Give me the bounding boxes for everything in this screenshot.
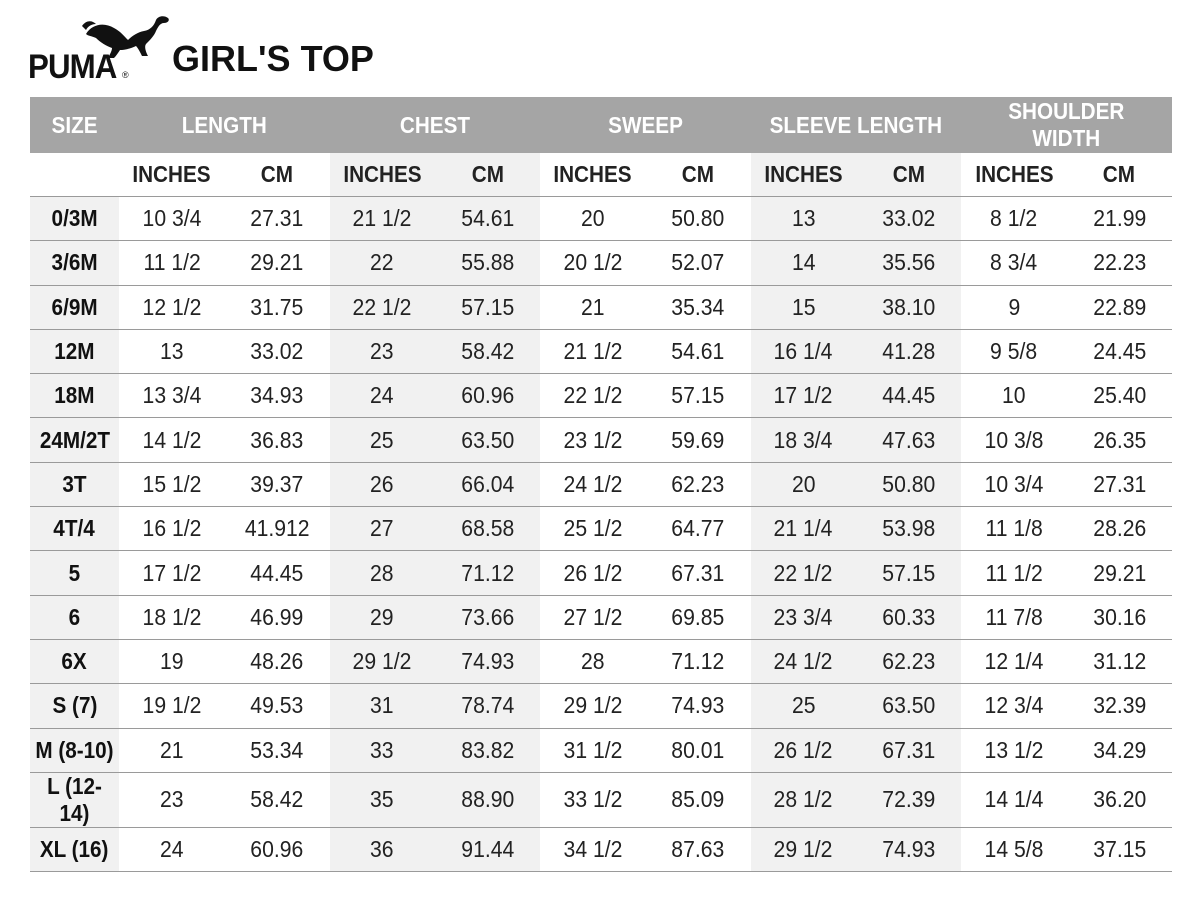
value-cell: 72.39 (856, 772, 961, 827)
value-cell: 54.61 (646, 329, 751, 373)
value-cell: 25 1/2 (540, 507, 645, 551)
value-cell: 34.29 (1067, 728, 1172, 772)
value-cell: 21.99 (1067, 197, 1172, 241)
value-cell: 13 (751, 197, 856, 241)
table-row (30, 728, 1172, 772)
size-cell: L (12-14) (30, 772, 119, 827)
value-cell: 24.45 (1067, 329, 1172, 373)
value-cell: 11 7/8 (961, 595, 1066, 639)
value-cell: 67.31 (856, 728, 961, 772)
value-cell: 49.53 (224, 684, 329, 728)
value-cell: 17 1/2 (119, 551, 224, 595)
value-cell: 63.50 (856, 684, 961, 728)
value-cell: 18 3/4 (751, 418, 856, 462)
size-cell: 6X (30, 639, 119, 683)
table-row (30, 374, 1172, 418)
value-cell: 62.23 (856, 639, 961, 683)
unit-header: INCHES (540, 153, 645, 197)
size-rows (30, 197, 1172, 872)
value-cell: 10 3/4 (119, 197, 224, 241)
value-cell: 14 1/2 (119, 418, 224, 462)
size-cell: M (8-10) (30, 728, 119, 772)
value-cell: 41.28 (856, 329, 961, 373)
value-cell: 57.15 (856, 551, 961, 595)
value-cell: 12 3/4 (961, 684, 1066, 728)
value-cell: 28 (540, 639, 645, 683)
value-cell: 59.69 (646, 418, 751, 462)
table-row (30, 241, 1172, 285)
value-cell: 71.12 (435, 551, 540, 595)
table-row (30, 827, 1172, 871)
value-cell: 21 1/2 (540, 329, 645, 373)
size-cell: 3T (30, 462, 119, 506)
value-cell: 8 3/4 (961, 241, 1066, 285)
value-cell: 30.16 (1067, 595, 1172, 639)
size-header: SIZE (30, 97, 119, 153)
table-row (30, 507, 1172, 551)
value-cell: 80.01 (646, 728, 751, 772)
value-cell: 34 1/2 (540, 827, 645, 871)
size-cell: 0/3M (30, 197, 119, 241)
value-cell: 21 (540, 285, 645, 329)
table-row (30, 595, 1172, 639)
table-row (30, 462, 1172, 506)
value-cell: 23 3/4 (751, 595, 856, 639)
value-cell: 66.04 (435, 462, 540, 506)
unit-header: CM (1067, 153, 1172, 197)
value-cell: 33 (330, 728, 435, 772)
value-cell: 74.93 (646, 684, 751, 728)
value-cell: 31.12 (1067, 639, 1172, 683)
table-row (30, 551, 1172, 595)
value-cell: 53.34 (224, 728, 329, 772)
value-cell: 32.39 (1067, 684, 1172, 728)
value-cell: 60.33 (856, 595, 961, 639)
value-cell: 41.912 (224, 507, 329, 551)
value-cell: 10 3/4 (961, 462, 1066, 506)
group-header-chest: CHEST (330, 97, 541, 153)
value-cell: 44.45 (856, 374, 961, 418)
size-cell: 18M (30, 374, 119, 418)
value-cell: 28.26 (1067, 507, 1172, 551)
value-cell: 48.26 (224, 639, 329, 683)
value-cell: 36.83 (224, 418, 329, 462)
group-header-shoulder-width: SHOULDER WIDTH (961, 97, 1172, 153)
value-cell: 26.35 (1067, 418, 1172, 462)
value-cell: 44.45 (224, 551, 329, 595)
value-cell: 71.12 (646, 639, 751, 683)
value-cell: 13 1/2 (961, 728, 1066, 772)
value-cell: 21 1/2 (330, 197, 435, 241)
value-cell: 54.61 (435, 197, 540, 241)
value-cell: 88.90 (435, 772, 540, 827)
value-cell: 24 (119, 827, 224, 871)
value-cell: 55.88 (435, 241, 540, 285)
group-header-sweep: SWEEP (540, 97, 751, 153)
value-cell: 68.58 (435, 507, 540, 551)
value-cell: 11 1/2 (119, 241, 224, 285)
unit-header: CM (224, 153, 329, 197)
table-row (30, 418, 1172, 462)
registered-mark: ® (122, 70, 129, 80)
value-cell: 78.74 (435, 684, 540, 728)
size-cell: S (7) (30, 684, 119, 728)
unit-header: INCHES (751, 153, 856, 197)
value-cell: 50.80 (646, 197, 751, 241)
value-cell: 35 (330, 772, 435, 827)
page-title: GIRL'S TOP (172, 38, 374, 79)
value-cell: 64.77 (646, 507, 751, 551)
value-cell: 21 (119, 728, 224, 772)
value-cell: 21 1/4 (751, 507, 856, 551)
value-cell: 67.31 (646, 551, 751, 595)
table-row (30, 285, 1172, 329)
value-cell: 16 1/4 (751, 329, 856, 373)
value-cell: 52.07 (646, 241, 751, 285)
table-row (30, 772, 1172, 827)
unit-header: INCHES (961, 153, 1066, 197)
unit-header: INCHES (119, 153, 224, 197)
value-cell: 83.82 (435, 728, 540, 772)
value-cell: 87.63 (646, 827, 751, 871)
value-cell: 9 (961, 285, 1066, 329)
size-chart-table (30, 97, 1172, 872)
value-cell: 58.42 (435, 329, 540, 373)
value-cell: 13 3/4 (119, 374, 224, 418)
unit-header: CM (435, 153, 540, 197)
value-cell: 47.63 (856, 418, 961, 462)
value-cell: 25.40 (1067, 374, 1172, 418)
value-cell: 19 (119, 639, 224, 683)
value-cell: 20 (751, 462, 856, 506)
value-cell: 11 1/8 (961, 507, 1066, 551)
value-cell: 14 5/8 (961, 827, 1066, 871)
table-row (30, 197, 1172, 241)
value-cell: 22 1/2 (751, 551, 856, 595)
value-cell: 29.21 (224, 241, 329, 285)
value-cell: 14 1/4 (961, 772, 1066, 827)
table-row (30, 329, 1172, 373)
value-cell: 10 3/8 (961, 418, 1066, 462)
value-cell: 17 1/2 (751, 374, 856, 418)
value-cell: 33.02 (856, 197, 961, 241)
value-cell: 29.21 (1067, 551, 1172, 595)
value-cell: 39.37 (224, 462, 329, 506)
value-cell: 31 1/2 (540, 728, 645, 772)
group-header-length: LENGTH (119, 97, 330, 153)
unit-header-blank (30, 153, 119, 197)
puma-wordmark: PUMA (28, 48, 117, 86)
value-cell: 34.93 (224, 374, 329, 418)
value-cell: 85.09 (646, 772, 751, 827)
value-cell: 26 1/2 (540, 551, 645, 595)
group-header-sleeve-length: SLEEVE LENGTH (751, 97, 962, 153)
value-cell: 24 (330, 374, 435, 418)
value-cell: 38.10 (856, 285, 961, 329)
value-cell: 16 1/2 (119, 507, 224, 551)
table-row (30, 684, 1172, 728)
value-cell: 8 1/2 (961, 197, 1066, 241)
value-cell: 24 1/2 (540, 462, 645, 506)
value-cell: 18 1/2 (119, 595, 224, 639)
value-cell: 15 1/2 (119, 462, 224, 506)
value-cell: 29 1/2 (330, 639, 435, 683)
value-cell: 35.56 (856, 241, 961, 285)
unit-header-row (30, 153, 1172, 197)
value-cell: 23 (119, 772, 224, 827)
value-cell: 25 (330, 418, 435, 462)
value-cell: 28 (330, 551, 435, 595)
size-cell: 6 (30, 595, 119, 639)
value-cell: 74.93 (435, 639, 540, 683)
value-cell: 14 (751, 241, 856, 285)
value-cell: 57.15 (435, 285, 540, 329)
value-cell: 29 (330, 595, 435, 639)
value-cell: 73.66 (435, 595, 540, 639)
size-cell: 6/9M (30, 285, 119, 329)
value-cell: 27.31 (224, 197, 329, 241)
value-cell: 37.15 (1067, 827, 1172, 871)
value-cell: 22.23 (1067, 241, 1172, 285)
size-cell: 12M (30, 329, 119, 373)
value-cell: 22 1/2 (540, 374, 645, 418)
value-cell: 46.99 (224, 595, 329, 639)
size-cell: 4T/4 (30, 507, 119, 551)
value-cell: 26 1/2 (751, 728, 856, 772)
value-cell: 57.15 (646, 374, 751, 418)
value-cell: 53.98 (856, 507, 961, 551)
value-cell: 20 1/2 (540, 241, 645, 285)
group-header-row (30, 97, 1172, 153)
value-cell: 91.44 (435, 827, 540, 871)
value-cell: 20 (540, 197, 645, 241)
value-cell: 26 (330, 462, 435, 506)
value-cell: 33.02 (224, 329, 329, 373)
value-cell: 35.34 (646, 285, 751, 329)
value-cell: 29 1/2 (751, 827, 856, 871)
value-cell: 19 1/2 (119, 684, 224, 728)
value-cell: 23 (330, 329, 435, 373)
value-cell: 62.23 (646, 462, 751, 506)
size-cell: 3/6M (30, 241, 119, 285)
value-cell: 27.31 (1067, 462, 1172, 506)
value-cell: 60.96 (435, 374, 540, 418)
unit-header: CM (646, 153, 751, 197)
unit-header: INCHES (330, 153, 435, 197)
value-cell: 31 (330, 684, 435, 728)
puma-logo (28, 14, 158, 86)
value-cell: 33 1/2 (540, 772, 645, 827)
value-cell: 15 (751, 285, 856, 329)
value-cell: 9 5/8 (961, 329, 1066, 373)
value-cell: 63.50 (435, 418, 540, 462)
value-cell: 12 1/2 (119, 285, 224, 329)
value-cell: 22.89 (1067, 285, 1172, 329)
value-cell: 12 1/4 (961, 639, 1066, 683)
value-cell: 31.75 (224, 285, 329, 329)
value-cell: 11 1/2 (961, 551, 1066, 595)
value-cell: 24 1/2 (751, 639, 856, 683)
value-cell: 29 1/2 (540, 684, 645, 728)
size-cell: XL (16) (30, 827, 119, 871)
table-row (30, 639, 1172, 683)
value-cell: 50.80 (856, 462, 961, 506)
value-cell: 28 1/2 (751, 772, 856, 827)
size-cell: 5 (30, 551, 119, 595)
value-cell: 22 (330, 241, 435, 285)
unit-header: CM (856, 153, 961, 197)
value-cell: 36 (330, 827, 435, 871)
value-cell: 60.96 (224, 827, 329, 871)
value-cell: 36.20 (1067, 772, 1172, 827)
value-cell: 27 (330, 507, 435, 551)
value-cell: 27 1/2 (540, 595, 645, 639)
value-cell: 74.93 (856, 827, 961, 871)
value-cell: 13 (119, 329, 224, 373)
value-cell: 10 (961, 374, 1066, 418)
value-cell: 69.85 (646, 595, 751, 639)
value-cell: 22 1/2 (330, 285, 435, 329)
value-cell: 58.42 (224, 772, 329, 827)
value-cell: 25 (751, 684, 856, 728)
value-cell: 23 1/2 (540, 418, 645, 462)
size-cell: 24M/2T (30, 418, 119, 462)
